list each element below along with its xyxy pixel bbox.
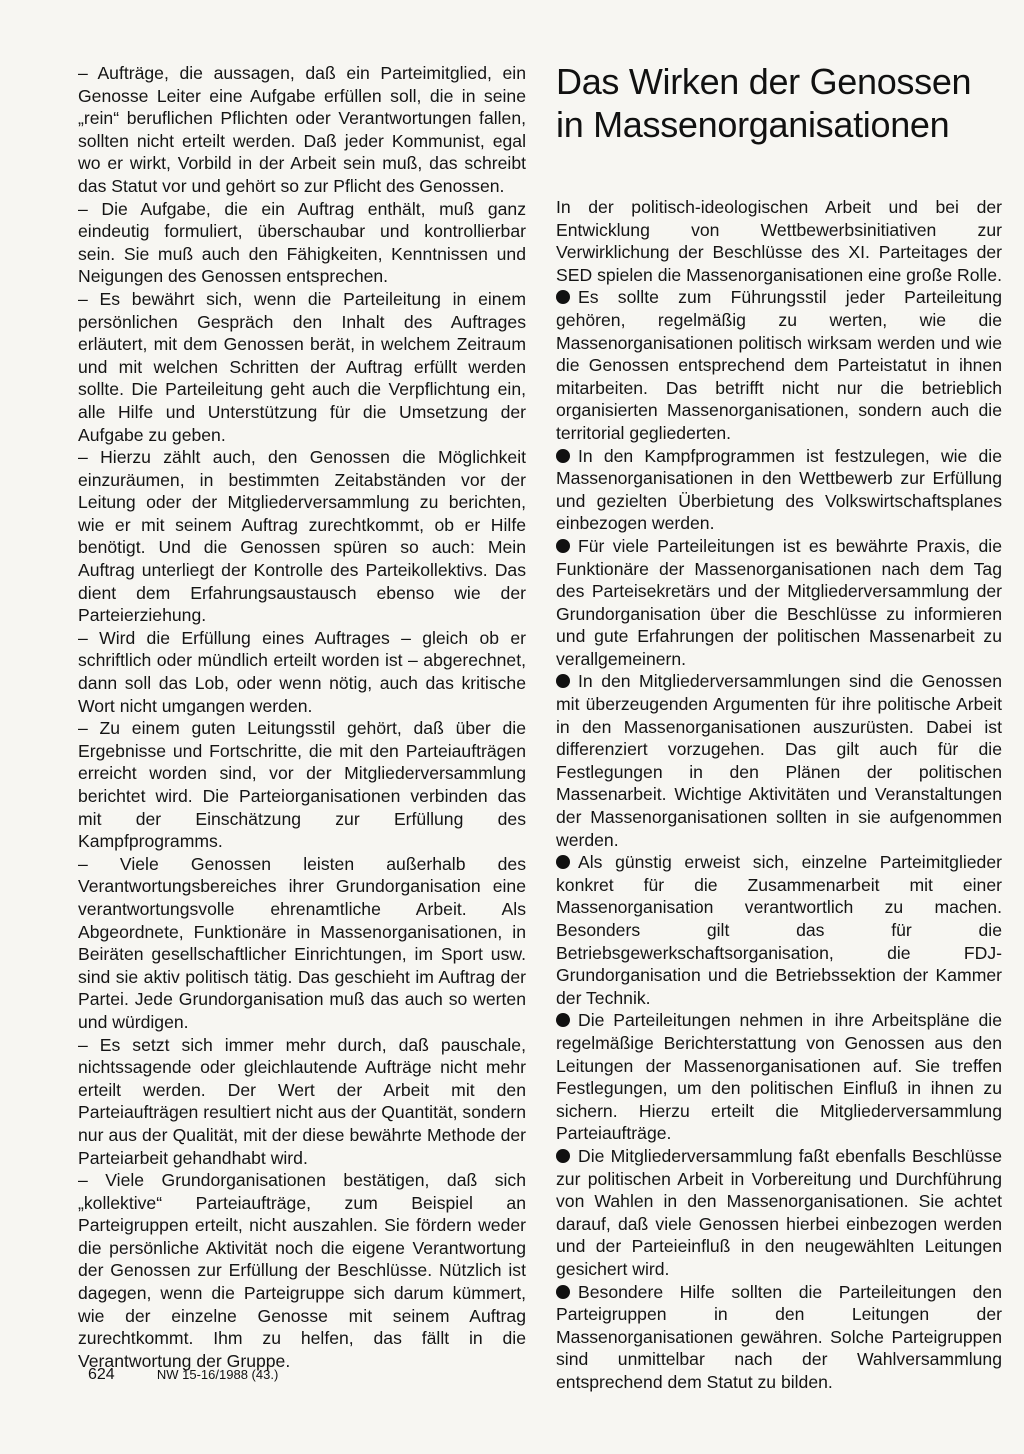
bullet-paragraph-6 xyxy=(556,1009,1002,1145)
bullet-icon xyxy=(556,855,570,869)
right-column xyxy=(556,196,1002,1393)
bullet-icon xyxy=(556,1013,570,1027)
bullet-text: Für viele Parteileitungen ist es bewährte Praxis, die Funktionäre der Massenorganisationen nach dem Tag des Parteisekretärs und der Mitgliederversammlung der Grundorganisation über die Beschlüsse zu informieren und gute Erfahrungen der politischen Massenarbeit zu verallgemeinern. xyxy=(556,535,1002,669)
left-paragraph-4: – Hierzu zählt auch, den Genossen die Möglichkeit einzuräumen, in bestimmten Zeitabständen vor der Leitung oder der Mitgliederversammlung zu berichten, wie er mit seinem Auftrag zurechtkommt, ob er Hilfe benötigt. Und die Genossen spüren so auch: Mein Auftrag unterliegt der Kontrolle des Parteikollektivs. Das dient dem Erfahrungsaustausch ebenso wie der Parteierziehung. xyxy=(78,447,526,626)
bullet-paragraph-2 xyxy=(556,445,1002,535)
bullet-paragraph-7 xyxy=(556,1145,1002,1281)
bullet-text: Als günstig erweist sich, einzelne Parteimitglieder konkret für die Zusammenarbeit mit einer Massenorganisation verantwortlich zu machen. Besonders gilt das für die Betriebsgewerkschaftsorganisation, die FDJ-Grundorganisation und die Betriebssektion der Kammer der Technik. xyxy=(556,852,1002,1008)
bullet-icon xyxy=(556,1285,570,1299)
bullet-icon xyxy=(556,449,570,463)
bullet-paragraph-1 xyxy=(556,286,1002,444)
left-paragraph-1: – Aufträge, die aussagen, daß ein Parteimitglied, ein Genosse Leiter eine Aufgabe erfüllen soll, die in seine „rein“ beruflichen Pflichten oder Verantwortungen fallen, sollten nicht erteilt werden. Daß jeder Kommunist, egal wo er wirkt, Vorbild in der Arbeit sein muß, das schreibt das Statut vor und gehört so zur Pflicht des Genossen. xyxy=(78,63,526,196)
page-footer xyxy=(88,1366,278,1384)
article-headline: Das Wirken der Genossen in Massenorganisationen xyxy=(556,61,972,145)
bullet-icon xyxy=(556,290,570,304)
bullet-text: In den Kampfprogrammen ist festzulegen, wie die Massenorganisationen in den Wettbewerb zur Erfüllung und gezielten Überbietung des Volkswirtschaftsplanes einbezogen werden. xyxy=(556,445,1002,534)
left-column xyxy=(78,62,526,1372)
bullet-paragraph-4 xyxy=(556,670,1002,851)
left-paragraph-6: – Zu einem guten Leitungsstil gehört, daß über die Ergebnisse und Fortschritte, die mit den Parteiaufträgen erreicht worden sind, vor der Mitgliederversammlung berichtet wird. Die Parteiorganisationen verbinden das mit der Einschätzung zur Erfüllung des Kampfprogramms. xyxy=(78,718,526,852)
bullet-text: Besondere Hilfe sollten die Parteileitungen den Parteigruppen in den Leitungen der Massenorganisationen gewähren. Solche Parteigruppen sind unmittelbar nach der Wahlversammlung entsprechend dem Statut zu bilden. xyxy=(556,1281,1002,1392)
bullet-paragraph-5 xyxy=(556,851,1002,1009)
bullet-paragraph-3 xyxy=(556,535,1002,671)
right-intro-paragraph: In der politisch-ideologischen Arbeit und bei der Entwicklung von Wettbewerbsinitiativen zur Verwirklichung der Beschlüsse des XI. Parteitages der SED spielen die Massenorganisationen eine große Rolle. xyxy=(556,197,1002,285)
left-paragraph-3: – Es bewährt sich, wenn die Parteileitung in einem persönlichen Gespräch den Inhalt des Auftrages erläutert, mit dem Genossen berät, in welchem Zeitraum und mit welchen Schritten der Auftrag erfüllt werden sollte. Die Parteileitung geht auch die Verpflichtung ein, alle Hilfe und Unterstützung für die Umsetzung der Aufgabe zu geben. xyxy=(78,288,526,445)
page-number: 624 xyxy=(88,1366,115,1383)
left-paragraph-8: – Es setzt sich immer mehr durch, daß pauschale, nichtssagende oder gleichlautende Aufträge nicht mehr erteilt werden. Der Wert der Arbeit mit den Parteiaufträgen resultiert nicht aus der Quantität, sondern nur aus der Qualität, mit der diese bewährte Methode der Parteiarbeit gehandhabt wird. xyxy=(78,1034,526,1168)
bullet-text: Die Parteileitungen nehmen in ihre Arbeitspläne die regelmäßige Berichterstattung von Genossen aus den Leitungen der Massenorganisationen auf. Sie treffen Festlegungen, um den politischen Einfluß in ihnen zu sichern. Hierzu erteilt die Mitgliederversammlung Parteiaufträge. xyxy=(556,1010,1002,1144)
bullet-text: In den Mitgliederversammlungen sind die Genossen mit überzeugenden Argumenten für ihre politische Arbeit in den Massenorganisationen auszurüsten. Dabei ist differenziert vorzugehen. Das gilt auch für die Festlegungen in den Plänen der politischen Massenarbeit. Wichtige Aktivitäten und Veranstaltungen der Massenorganisationen sollten in sie aufgenommen werden. xyxy=(556,671,1002,850)
left-paragraph-5: – Wird die Erfüllung eines Auftrages – gleich ob er schriftlich oder mündlich erteilt worden ist – abgerechnet, dann soll das Lob, oder wenn nötig, auch das kritische Wort nicht umgangen werden. xyxy=(78,627,526,716)
bullet-text: Es sollte zum Führungsstil jeder Parteileitung gehören, regelmäßig zu werten, wie die Massenorganisationen politisch wirksam werden und wie die Genossen entsprechend dem Parteistatut in ihnen mitarbeiten. Das betrifft nicht nur die betrieblich organisierten Massenorganisationen, sondern auch die territorial gegliederten. xyxy=(556,287,1002,443)
bullet-text: Die Mitgliederversammlung faßt ebenfalls Beschlüsse zur politischen Arbeit in Vorbereitung und Durchführung von Wahlen in den Massenorganisationen. Sie achtet darauf, daß viele Genossen hierbei einbezogen werden und der Parteieinfluß in den neugewählten Leitungen gesichert wird. xyxy=(556,1145,1002,1279)
bullet-icon xyxy=(556,674,570,688)
issue-reference: NW 15-16/1988 (43.) xyxy=(156,1367,279,1382)
bullet-paragraph-8 xyxy=(556,1281,1002,1394)
bullet-icon xyxy=(556,539,570,553)
left-paragraph-2: – Die Aufgabe, die ein Auftrag enthält, muß ganz eindeutig formuliert, überschaubar und kontrollierbar sein. Sie muß auch den Fähigkeiten, Kenntnissen und Neigungen des Genossen entsprechen. xyxy=(78,198,526,287)
left-paragraph-7: – Viele Genossen leisten außerhalb des Verantwortungsbereiches ihrer Grundorganisation eine verantwortungsvolle ehrenamtliche Arbeit. Als Abgeordnete, Funktionäre in Massenorganisationen, in Beiräten gesellschaftlicher Einrichtungen, im Sport usw. sind sie aktiv politisch tätig. Das geschieht im Auftrag der Partei. Jede Grundorganisation muß das auch so werten und würdigen. xyxy=(78,853,526,1032)
bullet-icon xyxy=(556,1149,570,1163)
left-paragraph-9: – Viele Grundorganisationen bestätigen, daß sich „kollektive“ Parteiaufträge, zum Beispiel an Parteigruppen erteilt, nicht auszahlen. Sie fördern weder die persönliche Aktivität noch die eigene Verantwortung der Genossen zur Erfüllung der Beschlüsse. Nützlich ist dagegen, wenn die Parteigruppe sich darum kümmert, wie der einzelne Genosse mit seinem Auftrag zurechtkommt. Ihm zu helfen, das fällt in die Verantwortung der Gruppe. xyxy=(78,1170,526,1371)
